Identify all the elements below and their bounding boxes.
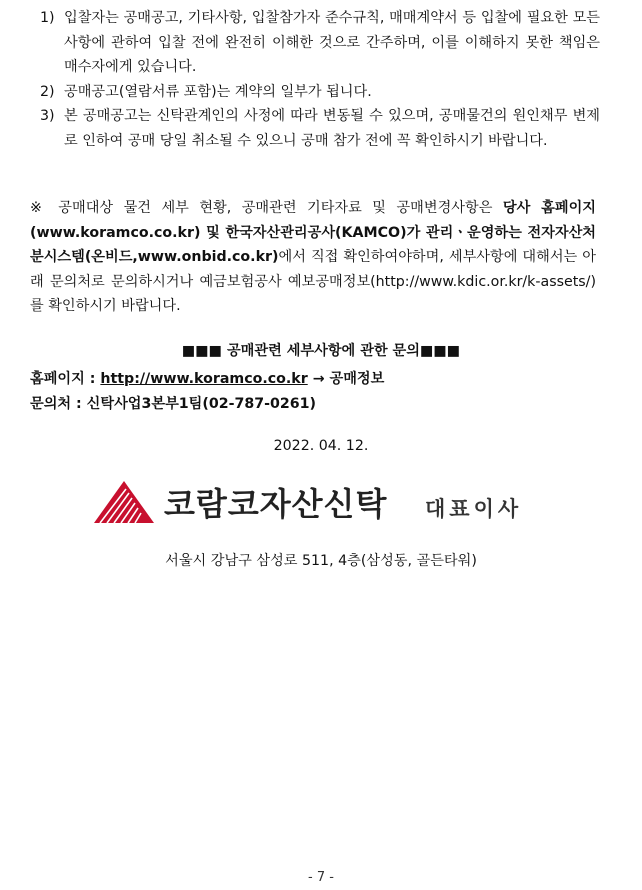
term-number: 1)	[40, 10, 55, 26]
company-address: 서울시 강남구 삼성로 511, 4층(삼성동, 골든타워)	[165, 553, 477, 569]
document-date: 2022. 04. 12.	[273, 438, 369, 454]
homepage-link[interactable]: http://www.koramco.co.kr	[100, 371, 308, 387]
term-number: 2)	[40, 83, 55, 100]
notice-text-intro: ※ 공매대상 물건 세부 현황, 공매관련 기타자료 및 공매변경사항은	[30, 200, 503, 216]
notice-text-bold: 당사 홈페이지 (www.koramco.co.kr) 및 한국자산관리공사(KAMCO)가 관리ㆍ운영하는 전자자산처분시스템(온비드,www.onbid.co.kr)	[30, 200, 597, 265]
term-text: 입찰자는 공매공고, 기타사항, 입찰참가자 준수규칙, 매매계약서 등 입찰에 필요한 모든 사항에 관하여 입찰 전에 완전히 이해한 것으로 간주하며, 이를 이해하지 못한 책임은 매수자에게 있습니다.	[64, 10, 600, 75]
notice-paragraph	[30, 196, 596, 319]
homepage-suffix: → 공매정보	[307, 371, 385, 387]
homepage-label: 홈페이지 :	[30, 371, 101, 387]
inquiry-homepage	[30, 368, 384, 388]
contact-label: 문의처 :	[30, 396, 87, 412]
term-item-1	[40, 6, 600, 80]
term-item-3	[40, 104, 600, 153]
contact-value: 신탁사업3본부1팀(02-787-0261)	[86, 396, 316, 412]
notice-text-rest: 에서 직접 확인하여야하며, 세부사항에 대해서는 아래 문의처로 문의하시거나 예금보험공사 예보공매정보(http://www.kdic.or.kr/k-assets/)를 확인하시기 바랍니다.	[30, 249, 596, 314]
term-item-2	[40, 80, 600, 105]
term-text: 공매공고(열람서류 포함)는 계약의 일부가 됩니다.	[64, 83, 372, 100]
company-name: 코람코자산신탁	[164, 485, 388, 523]
term-text: 본 공매공고는 신탁관계인의 사정에 따라 변동될 수 있으며, 공매물건의 원인채무 변제로 인하여 공매 당일 취소될 수 있으니 공매 참가 전에 꼭 확인하시기 바랍니다.	[64, 108, 600, 149]
inquiry-title: ■■■ 공매관련 세부사항에 관한 문의■■■	[181, 343, 461, 359]
inquiry-contact	[30, 393, 316, 413]
terms-list	[40, 6, 600, 153]
page-number: - 7 -	[308, 870, 334, 885]
ceo-title: 대표이사	[425, 497, 523, 521]
company-logo	[92, 478, 387, 526]
koramco-logo-icon	[92, 479, 156, 525]
term-number: 3)	[40, 108, 55, 124]
